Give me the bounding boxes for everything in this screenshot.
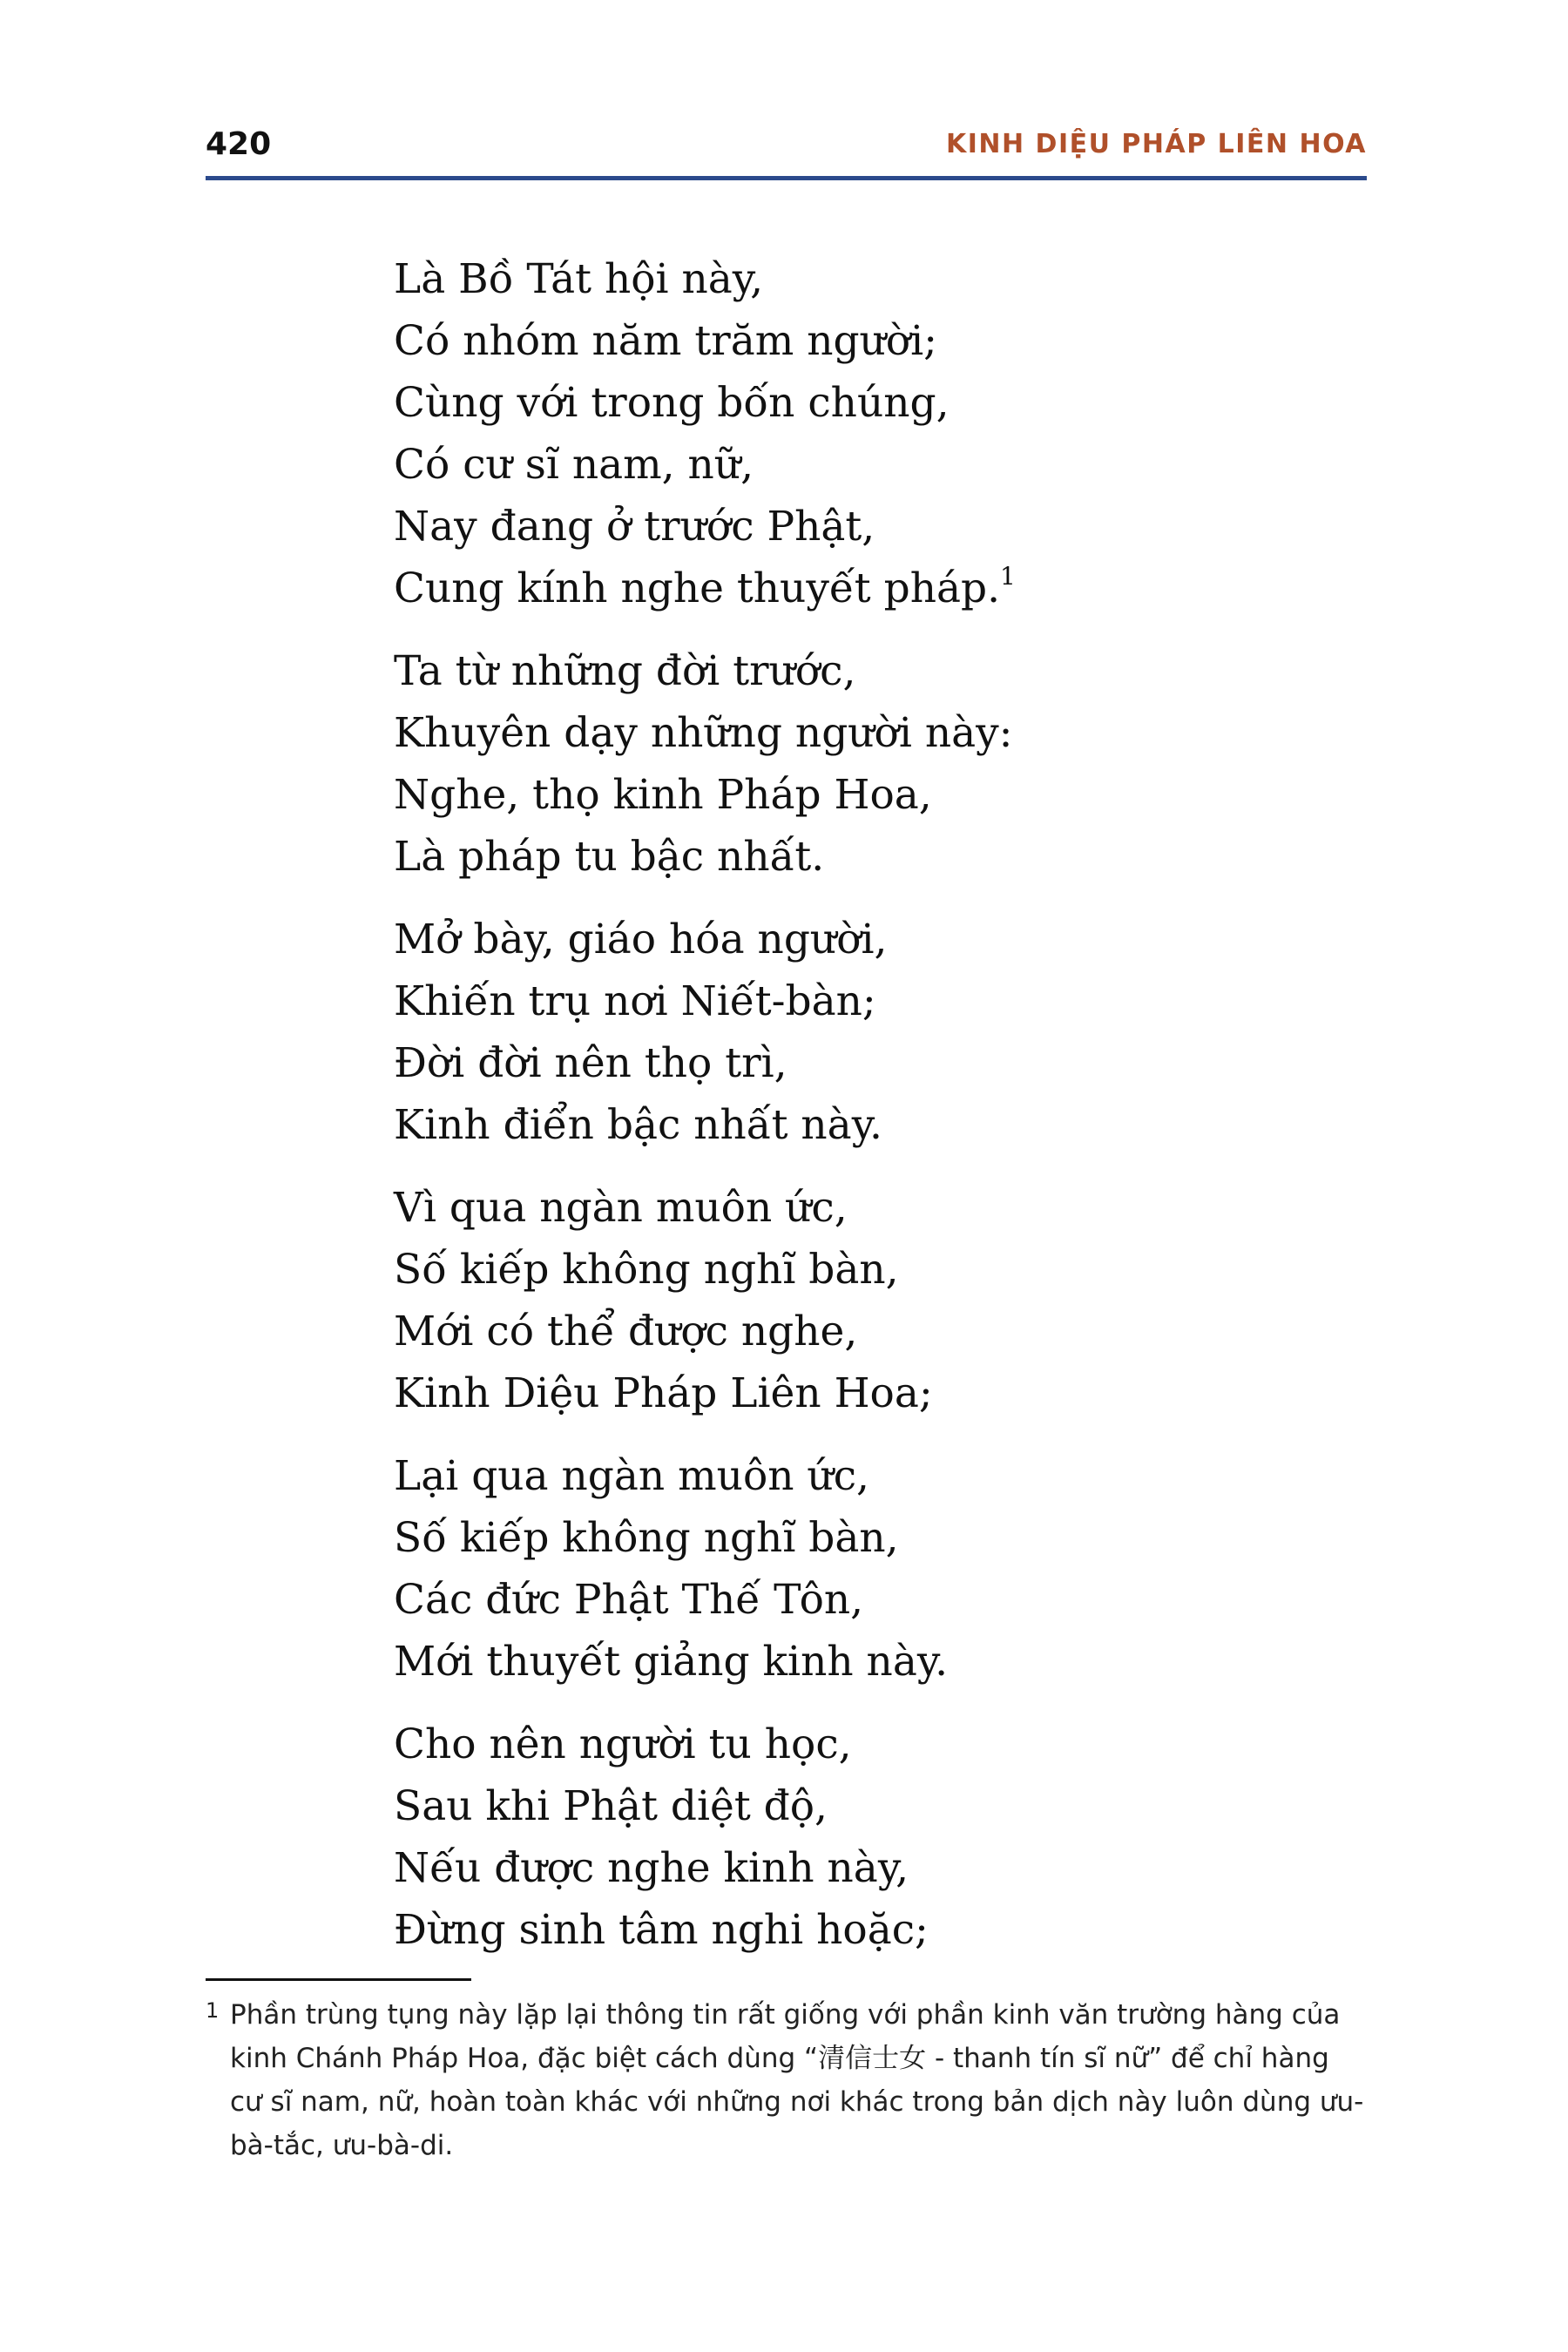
verse-line: Khuyên dạy những người này: bbox=[394, 709, 1013, 757]
verse-line: Vì qua ngàn muôn ức, bbox=[394, 1184, 848, 1232]
stanza bbox=[394, 1713, 1352, 1961]
verse-line: Là pháp tu bậc nhất. bbox=[394, 833, 825, 881]
verse-line: Nghe, thọ kinh Pháp Hoa, bbox=[394, 771, 932, 819]
verse-line: Có cư sĩ nam, nữ, bbox=[394, 441, 754, 489]
footnote bbox=[206, 1993, 1367, 2167]
verse-line-text: Cung kính nghe thuyết pháp. bbox=[394, 564, 1001, 612]
page-header bbox=[206, 124, 1367, 176]
verse-line: Các đức Phật Thế Tôn, bbox=[394, 1576, 864, 1624]
verse-line: Mới có thể được nghe, bbox=[394, 1308, 858, 1355]
page-number: 420 bbox=[206, 126, 272, 162]
footnote-rule bbox=[206, 1978, 471, 1981]
verse-line: Mới thuyết giảng kinh này. bbox=[394, 1638, 949, 1686]
verse-line: Lại qua ngàn muôn ức, bbox=[394, 1452, 869, 1500]
stanza bbox=[394, 1445, 1352, 1693]
verse-line: Kinh Diệu Pháp Liên Hoa; bbox=[394, 1369, 933, 1417]
verse-line: Ta từ những đời trước, bbox=[394, 647, 856, 695]
stanza bbox=[394, 640, 1352, 888]
verse-line: Có nhóm năm trăm người; bbox=[394, 317, 938, 365]
verse-line: Số kiếp không nghĩ bàn, bbox=[394, 1246, 899, 1294]
stanza bbox=[394, 248, 1352, 619]
footnote-number: 1 bbox=[206, 1998, 220, 2023]
verse-line: Kinh điển bậc nhất này. bbox=[394, 1101, 882, 1149]
header-rule bbox=[206, 176, 1367, 180]
verse-line: Nay đang ở trước Phật, bbox=[394, 503, 875, 551]
verse-line: Số kiếp không nghĩ bàn, bbox=[394, 1514, 899, 1562]
footnote-marker[interactable]: 1 bbox=[1000, 562, 1016, 591]
verse-line: Khiến trụ nơi Niết-bàn; bbox=[394, 977, 876, 1025]
stanza bbox=[394, 1177, 1352, 1424]
verse-line bbox=[394, 558, 1352, 619]
verse-line: Cùng với trong bốn chúng, bbox=[394, 379, 950, 427]
poem-body bbox=[394, 248, 1352, 1982]
verse-line: Cho nên người tu học, bbox=[394, 1720, 852, 1768]
verse-line: Nếu được nghe kinh này, bbox=[394, 1844, 909, 1892]
verse-line: Đời đời nên thọ trì, bbox=[394, 1039, 787, 1087]
verse-line: Đừng sinh tâm nghi hoặc; bbox=[394, 1906, 929, 1954]
stanza bbox=[394, 909, 1352, 1156]
verse-line: Mở bày, giáo hóa người, bbox=[394, 916, 888, 963]
verse-line: Là Bồ Tát hội này, bbox=[394, 255, 764, 303]
footnote-text: Phần trùng tụng này lặp lại thông tin rất giống với phần kinh văn trường hàng của kinh Chánh Pháp Hoa, đặc biệt cách dùng “清信士女 - thanh tín sĩ nữ” để chỉ hàng cư sĩ nam, nữ, hoàn toàn khác với những nơi khác trong bản dịch này luôn dùng ưu-bà-tắc, ưu-bà-di. bbox=[230, 1999, 1364, 2161]
verse-line: Sau khi Phật diệt độ, bbox=[394, 1782, 828, 1830]
running-title: KINH DIỆU PHÁP LIÊN HOA bbox=[945, 129, 1367, 159]
